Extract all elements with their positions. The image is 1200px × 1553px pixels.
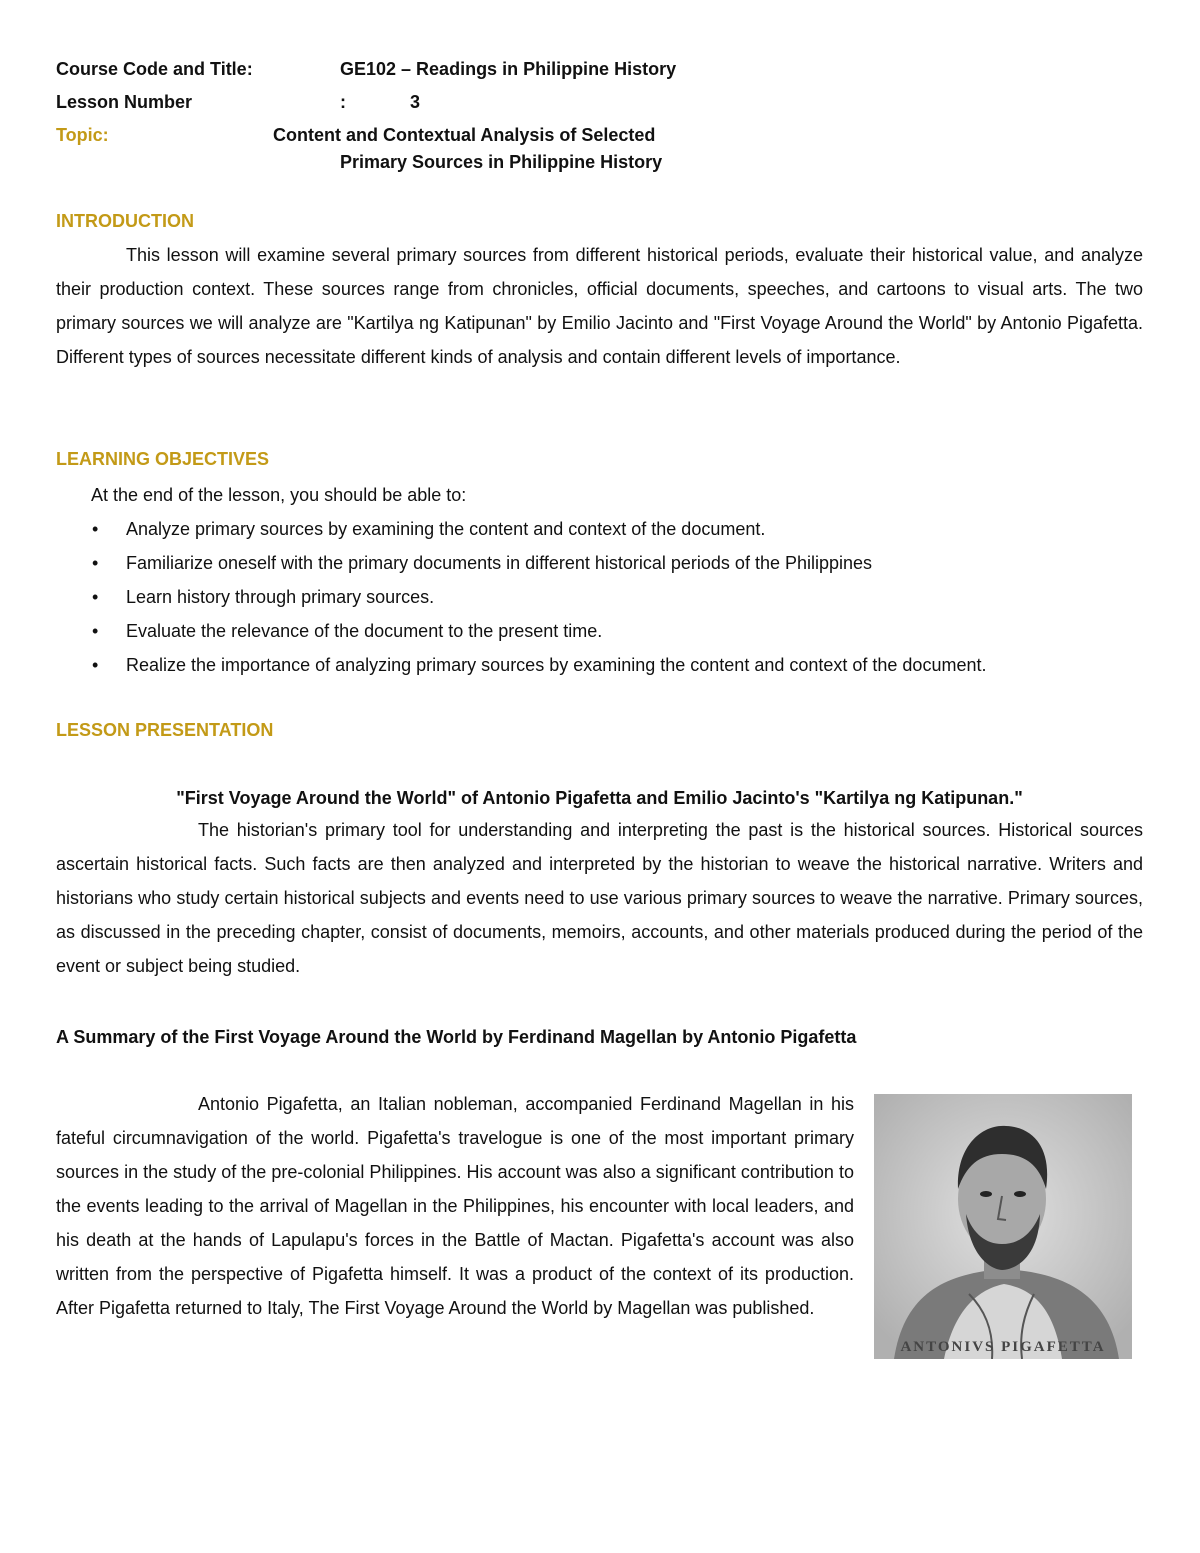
course-value: GE102 – Readings in Philippine History bbox=[340, 59, 677, 79]
presentation-title: "First Voyage Around the World" of Antonio Pigafetta and Emilio Jacinto's "Kartilya ng Katipunan." bbox=[176, 788, 1023, 808]
list-item: • Realize the importance of analyzing primary sources by examining the content and context of the document. bbox=[56, 648, 1146, 682]
bullet-icon: • bbox=[92, 553, 99, 573]
course-label: Course Code and Title: bbox=[56, 59, 253, 79]
presentation-heading: LESSON PRESENTATION bbox=[56, 720, 274, 740]
introduction-paragraph: This lesson will examine several primary sources from different historical periods, evaluate their historical value, and analyze their production context. These sources range from chronicles, official documents, speeches, and cartoons to visual arts. The two primary sources we will analyze are "Kartilya ng Katipunan" by Emilio Jacinto and "First Voyage Around the World" by Antonio Pigafetta. Different types of sources necessitate different kinds of analysis and contain different levels of importance. bbox=[56, 245, 1143, 367]
lesson-value: 3 bbox=[410, 92, 421, 112]
introduction-heading: INTRODUCTION bbox=[56, 211, 194, 231]
topic-line-2: Primary Sources in Philippine History bbox=[340, 152, 663, 172]
pigafetta-portrait bbox=[874, 1094, 1132, 1359]
list-item: • Evaluate the relevance of the document to the present time. bbox=[56, 614, 1146, 648]
bullet-icon: • bbox=[92, 519, 99, 539]
topic-line-1: Content and Contextual Analysis of Selected bbox=[273, 125, 656, 145]
portrait-drawing bbox=[874, 1094, 1132, 1359]
objectives-intro: At the end of the lesson, you should be able to: bbox=[91, 485, 467, 505]
summary-title: A Summary of the First Voyage Around the World by Ferdinand Magellan by Antonio Pigafetta bbox=[56, 1027, 857, 1047]
list-item: • Learn history through primary sources. bbox=[56, 580, 1146, 614]
portrait-caption: ANTONIVS PIGAFETTA bbox=[900, 1339, 1106, 1355]
lesson-colon: : bbox=[340, 92, 346, 112]
list-item: • Analyze primary sources by examining the content and context of the document. bbox=[56, 512, 1146, 546]
topic-label: Topic: bbox=[56, 125, 109, 145]
objectives-list bbox=[56, 512, 1146, 682]
presentation-paragraph: The historian's primary tool for understanding and interpreting the past is the historical sources. Historical sources ascertain historical facts. Such facts are then analyzed and interpreted by the historian to weave the historical narrative. Writers and historians who study certain historical subjects and events need to use various primary sources to weave the narrative. Primary sources, as discussed in the preceding chapter, consist of documents, memoirs, accounts, and other materials produced during the period of the event or subject being studied. bbox=[56, 820, 1143, 976]
summary-paragraph: Antonio Pigafetta, an Italian nobleman, accompanied Ferdinand Magellan in his fateful circumnavigation of the world. Pigafetta's travelogue is one of the most important primary sources in the study of the pre-colonial Philippines. His account was also a significant contribution to the events leading to the arrival of Magellan in the Philippines, his encounter with local leaders, and his death at the hands of Lapulapu's forces in the Battle of Mactan. Pigafetta's account was also written from the perspective of Pigafetta himself. It was a product of the context of its production. After Pigafetta returned to Italy, The First Voyage Around the World by Magellan was published. bbox=[56, 1094, 854, 1318]
bullet-icon: • bbox=[92, 655, 99, 675]
bullet-icon: • bbox=[92, 621, 99, 641]
list-item: • Familiarize oneself with the primary documents in different historical periods of the Philippines bbox=[56, 546, 1146, 580]
bullet-icon: • bbox=[92, 587, 99, 607]
objectives-heading: LEARNING OBJECTIVES bbox=[56, 449, 270, 469]
lesson-label: Lesson Number bbox=[56, 92, 193, 112]
